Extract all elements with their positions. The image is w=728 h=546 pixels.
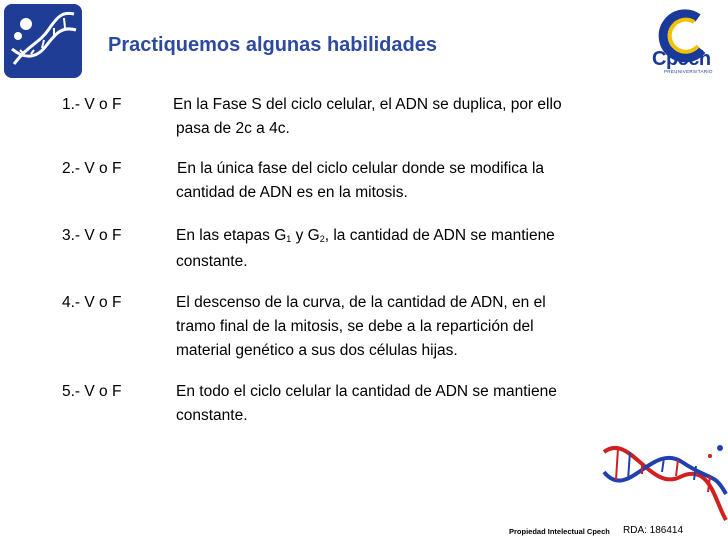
page-title: Practiquemos algunas habilidades xyxy=(108,34,437,56)
statement-text-cont: constante. xyxy=(176,407,248,424)
statement-number: 3.- V o F xyxy=(62,227,122,244)
statement-number: 5.- V o F xyxy=(62,383,122,400)
statement-text: En todo el ciclo celular la cantidad de ADN se mantiene xyxy=(176,383,557,400)
dna-logo-icon xyxy=(4,4,82,78)
statement-text: En las etapas $G_1$ y $G_2$, la cantidad de ADN se mantiene xyxy=(176,227,555,244)
statement-number: 2.- V o F xyxy=(62,160,122,177)
footer-property: Propiedad Intelectual Cpech xyxy=(509,527,610,536)
statement-text: En la Fase S del ciclo celular, el ADN se duplica, por ello xyxy=(173,96,562,113)
statement-text: En la única fase del ciclo celular donde se modifica la xyxy=(177,160,545,177)
statement-text: El descenso de la curva, de la cantidad de ADN, en el xyxy=(176,294,546,311)
statement-number: 4.- V o F xyxy=(62,294,122,311)
statement-text-cont: tramo final de la mitosis, se debe a la repartición del xyxy=(176,318,534,335)
cpech-tagline: PREUNIVERSITARIO xyxy=(664,69,713,74)
statement-text-cont: cantidad de ADN es en la mitosis. xyxy=(176,184,408,201)
statement-number: 1.- V o F xyxy=(62,96,122,113)
statement-text-cont: material genético a sus dos células hijas. xyxy=(176,342,458,359)
statement-text-cont: constante. xyxy=(176,253,248,270)
cpech-brand-text: Cpech xyxy=(652,48,711,70)
footer-rda: RDA: 186414 xyxy=(623,525,684,536)
statement-text-cont: pasa de 2c a 4c. xyxy=(176,120,290,137)
dna-helix-icon xyxy=(600,432,728,522)
